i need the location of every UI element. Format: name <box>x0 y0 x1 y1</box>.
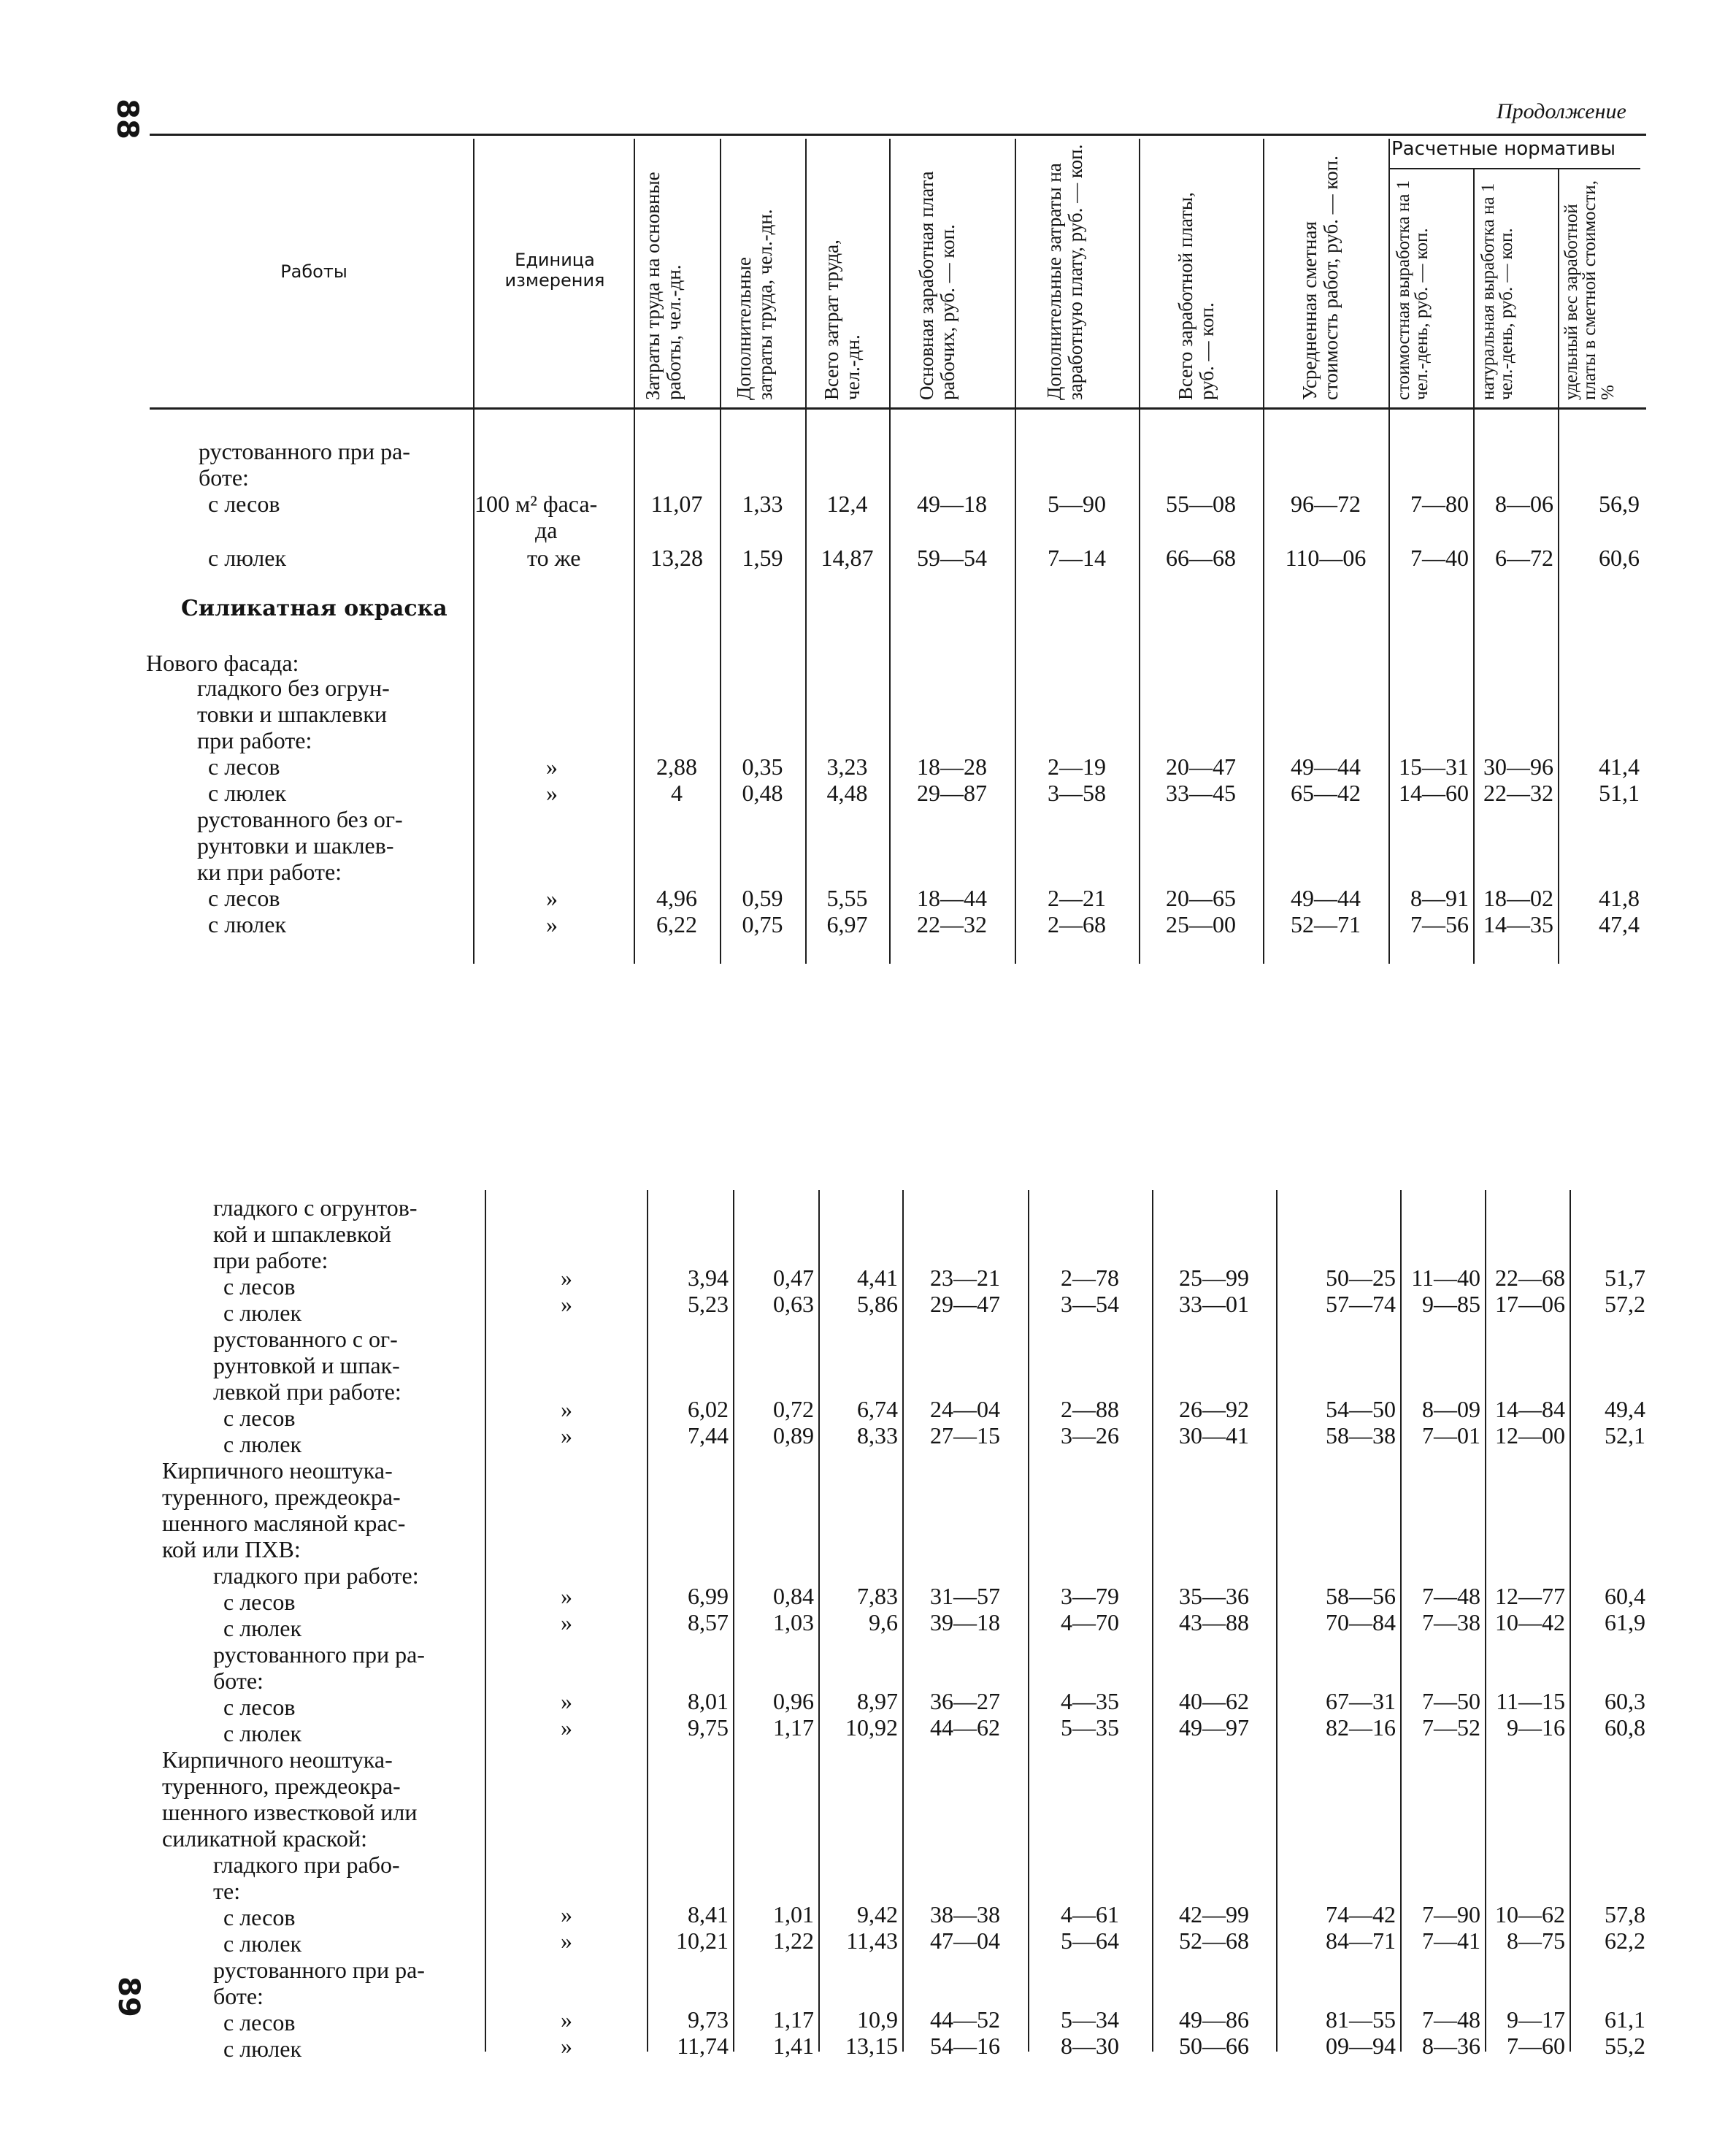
table-cell: 52,1 <box>1605 1422 1645 1449</box>
header-wage-extra: Дополнительные затраты на заработную плату, руб. — коп. <box>1043 144 1086 400</box>
table-cell: 7—40 <box>1410 545 1469 571</box>
table-cell: 0,63 <box>773 1291 814 1317</box>
table-cell: 55,2 <box>1605 2033 1645 2059</box>
table-cell: 59—54 <box>917 545 987 571</box>
table-cell: 0,47 <box>773 1265 814 1291</box>
table-cell: 26—92 <box>1179 1396 1249 1422</box>
col-divider <box>1558 168 1559 964</box>
header-top-rule <box>150 134 1646 136</box>
table-cell: 2—78 <box>1061 1265 1119 1291</box>
table-cell: 49—86 <box>1179 2006 1249 2033</box>
table-cell: 1,41 <box>773 2033 814 2059</box>
table-cell: 22—68 <box>1495 1265 1565 1291</box>
table-cell: 9—85 <box>1422 1291 1480 1317</box>
table-cell: 7—50 <box>1422 1688 1480 1714</box>
table-cell: 14—84 <box>1495 1396 1565 1422</box>
table-cell: 8,41 <box>688 1901 729 1927</box>
work-label: с люлек <box>223 1930 301 1957</box>
header-wage-main: Основная заработная плата рабочих, руб. — коп. <box>915 171 958 400</box>
table-cell: 4,96 <box>656 885 697 911</box>
table-cell: 1,17 <box>773 2006 814 2033</box>
table-cell: 50—25 <box>1326 1265 1396 1291</box>
table-cell: 4 <box>671 780 683 806</box>
unit-cell: да <box>535 517 558 543</box>
table-cell: 7—52 <box>1422 1714 1480 1741</box>
table-cell: 49—44 <box>1291 885 1361 911</box>
work-label: с люлек <box>223 1615 301 1641</box>
table-cell: 51,1 <box>1599 780 1640 806</box>
table-cell: 8,97 <box>857 1688 898 1714</box>
table-cell: 0,48 <box>742 780 783 806</box>
col-divider <box>1570 1190 1571 2052</box>
table-cell: 11,74 <box>677 2033 729 2059</box>
table-cell: 0,35 <box>742 753 783 780</box>
table-cell: 0,59 <box>742 885 783 911</box>
table-cell: 11,43 <box>846 1927 898 1954</box>
work-label: шенного масляной крас- <box>162 1510 406 1536</box>
header-share: удельный вес заработной платы в сметной стоимости, % <box>1561 180 1618 400</box>
work-label: с лесов <box>223 1273 296 1300</box>
table-cell: 09—94 <box>1326 2033 1396 2059</box>
table-cell: 0,89 <box>773 1422 814 1449</box>
table-cell: 70—84 <box>1326 1609 1396 1635</box>
work-label: с люлек <box>223 1300 301 1326</box>
table-cell: 2—68 <box>1048 911 1106 937</box>
continued-label: Продолжение <box>1497 99 1626 123</box>
table-cell: 22—32 <box>1483 780 1553 806</box>
work-label: кой и шпаклевкой <box>213 1221 392 1247</box>
work-label: боте: <box>213 1668 264 1694</box>
table-cell: 47—04 <box>930 1927 1000 1954</box>
unit-cell: » <box>561 1927 572 1954</box>
unit-cell: » <box>546 885 558 911</box>
table-cell: 25—00 <box>1166 911 1236 937</box>
table-cell: 1,03 <box>773 1609 814 1635</box>
table-cell: 1,01 <box>773 1901 814 1927</box>
table-cell: 27—15 <box>930 1422 1000 1449</box>
header-labor-main: Затраты труда на основные работы, чел.-дн. <box>642 172 685 400</box>
work-label: при работе: <box>213 1247 329 1273</box>
table-cell: 18—44 <box>917 885 987 911</box>
work-label: с люлек <box>208 780 286 806</box>
table-cell: 51,7 <box>1605 1265 1645 1291</box>
table-cell: 2—21 <box>1048 885 1106 911</box>
table-cell: 47,4 <box>1599 911 1640 937</box>
work-label: с лесов <box>223 1694 296 1720</box>
table-cell: 6,74 <box>857 1396 898 1422</box>
work-label: с лесов <box>208 753 280 780</box>
table-cell: 7—01 <box>1422 1422 1480 1449</box>
table-cell: 44—62 <box>930 1714 1000 1741</box>
work-label: гладкого при рабо- <box>213 1852 400 1878</box>
table-cell: 7—48 <box>1422 1583 1480 1609</box>
work-label: рустованного при ра- <box>199 438 410 464</box>
header-cost-output: стоимостная выработка на 1 чел.-день, руб. — коп. <box>1394 180 1432 400</box>
header-labor-extra: Дополнительные затраты труда, чел.-дн. <box>733 209 776 400</box>
header-wage-total: Всего заработной платы, руб. — коп. <box>1175 192 1218 400</box>
col-divider <box>1388 139 1390 964</box>
table-cell: 33—45 <box>1166 780 1236 806</box>
header-unit: Единица измерения <box>504 250 605 291</box>
work-label: с люлек <box>223 1720 301 1746</box>
table-cell: 7—48 <box>1422 2006 1480 2033</box>
table-cell: 33—01 <box>1179 1291 1249 1317</box>
table-cell: 81—55 <box>1326 2006 1396 2033</box>
col-divider <box>1276 1190 1278 2052</box>
table-cell: 10,92 <box>845 1714 898 1741</box>
table-cell: 4,48 <box>826 780 868 806</box>
table-cell: 49,4 <box>1605 1396 1645 1422</box>
unit-cell: » <box>561 1688 572 1714</box>
page-number-bottom: 89 <box>111 1976 145 2017</box>
col-divider <box>1139 139 1140 964</box>
unit-cell: » <box>561 1609 572 1635</box>
header-work: Работы <box>280 261 347 282</box>
table-cell: 50—66 <box>1179 2033 1249 2059</box>
table-cell: 9,75 <box>688 1714 729 1741</box>
col-divider <box>1263 139 1264 964</box>
work-label: с люлек <box>208 911 286 937</box>
header-norms-group: Расчетные нормативы <box>1391 138 1616 160</box>
work-label: с лесов <box>223 1589 296 1615</box>
table-cell: 74—42 <box>1326 1901 1396 1927</box>
table-cell: 6,02 <box>688 1396 729 1422</box>
table-cell: 62,2 <box>1605 1927 1645 1954</box>
table-cell: 40—62 <box>1179 1688 1249 1714</box>
table-cell: 44—52 <box>930 2006 1000 2033</box>
work-label: шенного известковой или <box>162 1799 418 1825</box>
table-cell: 67—31 <box>1326 1688 1396 1714</box>
table-cell: 52—68 <box>1179 1927 1249 1954</box>
table-cell: 56,9 <box>1599 491 1640 517</box>
table-cell: 7—60 <box>1507 2033 1565 2059</box>
unit-cell: » <box>561 1422 572 1449</box>
unit-cell: » <box>561 1583 572 1609</box>
table-cell: 60,3 <box>1605 1688 1645 1714</box>
unit-cell: » <box>546 780 558 806</box>
work-label: Нового фасада: <box>146 650 299 676</box>
col-divider <box>902 1190 904 2052</box>
unit-cell: » <box>561 2006 572 2033</box>
table-cell: 20—65 <box>1166 885 1236 911</box>
table-cell: 60,8 <box>1605 1714 1645 1741</box>
table-cell: 8—75 <box>1507 1927 1565 1954</box>
work-label: боте: <box>213 1983 264 2009</box>
table-cell: 8,33 <box>857 1422 898 1449</box>
col-divider <box>733 1190 734 2052</box>
table-cell: 7,44 <box>688 1422 729 1449</box>
table-cell: 7—80 <box>1410 491 1469 517</box>
col-divider <box>1485 1190 1486 2052</box>
table-cell: 0,72 <box>773 1396 814 1422</box>
table-cell: 8,57 <box>688 1609 729 1635</box>
table-cell: 29—47 <box>930 1291 1000 1317</box>
table-cell: 0,96 <box>773 1688 814 1714</box>
table-cell: 10,9 <box>857 2006 898 2033</box>
table-cell: 3—58 <box>1048 780 1106 806</box>
unit-cell: » <box>561 1396 572 1422</box>
work-label: гладкого без огрун- <box>197 675 390 701</box>
work-label: при работе: <box>197 727 312 753</box>
table-cell: 1,22 <box>773 1927 814 1954</box>
table-cell: 9,6 <box>869 1609 898 1635</box>
header-cost: Усредненная сметная стоимость работ, руб. — коп. <box>1299 156 1342 400</box>
table-cell: 5,55 <box>826 885 868 911</box>
work-label: ки при работе: <box>197 859 342 885</box>
work-label: товки и шпаклевки <box>197 701 387 727</box>
table-cell: 1,33 <box>742 491 783 517</box>
table-cell: 12—77 <box>1495 1583 1565 1609</box>
table-cell: 39—18 <box>930 1609 1000 1635</box>
table-cell: 17—06 <box>1495 1291 1565 1317</box>
table-cell: 18—28 <box>917 753 987 780</box>
work-label: с люлек <box>223 2036 301 2062</box>
table-cell: 3,23 <box>826 753 868 780</box>
col-divider <box>634 139 635 964</box>
work-label: с лесов <box>208 491 280 517</box>
table-cell: 3—26 <box>1061 1422 1119 1449</box>
table-cell: 12,4 <box>826 491 868 517</box>
table-cell: 110—06 <box>1285 545 1367 571</box>
table-cell: 1,59 <box>742 545 783 571</box>
table-cell: 49—97 <box>1179 1714 1249 1741</box>
table-cell: 8—09 <box>1422 1396 1480 1422</box>
work-label: с люлек <box>208 545 286 571</box>
header-bottom-rule <box>150 407 1646 410</box>
table-cell: 8,01 <box>688 1688 729 1714</box>
work-label: Кирпичного неоштука- <box>162 1746 393 1773</box>
table-cell: 60,6 <box>1599 545 1640 571</box>
table-cell: 4—35 <box>1061 1688 1119 1714</box>
unit-cell: » <box>561 1901 572 1927</box>
table-cell: 5,86 <box>857 1291 898 1317</box>
work-label: рустованного с ог- <box>213 1326 398 1352</box>
section-heading: Силикатная окраска <box>181 596 447 621</box>
table-cell: 82—16 <box>1326 1714 1396 1741</box>
table-cell: 12—00 <box>1495 1422 1565 1449</box>
work-label: кой или ПХВ: <box>162 1536 301 1562</box>
col-divider <box>1015 139 1016 964</box>
table-cell: 49—44 <box>1291 753 1361 780</box>
table-cell: 11—40 <box>1411 1265 1480 1291</box>
table-cell: 30—41 <box>1179 1422 1249 1449</box>
table-cell: 10—62 <box>1495 1901 1565 1927</box>
table-cell: 57—74 <box>1326 1291 1396 1317</box>
col-divider <box>1028 1190 1029 2052</box>
table-cell: 14—60 <box>1399 780 1469 806</box>
table-cell: 61,1 <box>1605 2006 1645 2033</box>
table-cell: 3—54 <box>1061 1291 1119 1317</box>
table-cell: 57,8 <box>1605 1901 1645 1927</box>
table-cell: 9—17 <box>1507 2006 1565 2033</box>
table-cell: 29—87 <box>917 780 987 806</box>
table-cell: 10,21 <box>676 1927 729 1954</box>
table-cell: 5,23 <box>688 1291 729 1317</box>
table-cell: 60,4 <box>1605 1583 1645 1609</box>
table-cell: 4—61 <box>1061 1901 1119 1927</box>
table-cell: 8—06 <box>1495 491 1553 517</box>
unit-cell: » <box>561 2033 572 2059</box>
col-divider <box>485 1190 486 2052</box>
table-cell: 2,88 <box>656 753 697 780</box>
work-label: с лесов <box>223 1904 296 1930</box>
table-cell: 41,8 <box>1599 885 1640 911</box>
col-divider <box>818 1190 820 2052</box>
table-cell: 2—88 <box>1061 1396 1119 1422</box>
work-label: с лесов <box>208 885 280 911</box>
table-cell: 8—30 <box>1061 2033 1119 2059</box>
table-cell: 14—35 <box>1483 911 1553 937</box>
table-cell: 22—32 <box>917 911 987 937</box>
work-label: рустованного без ог- <box>197 806 403 832</box>
table-cell: 1,17 <box>773 1714 814 1741</box>
work-label: силикатной краской: <box>162 1825 367 1852</box>
table-cell: 9,73 <box>688 2006 729 2033</box>
table-cell: 7—14 <box>1048 545 1106 571</box>
table-cell: 9,42 <box>857 1901 898 1927</box>
table-cell: 4—70 <box>1061 1609 1119 1635</box>
table-cell: 58—56 <box>1326 1583 1396 1609</box>
table-cell: 15—31 <box>1399 753 1469 780</box>
table-cell: 11—15 <box>1496 1688 1565 1714</box>
unit-cell: » <box>561 1714 572 1741</box>
unit-cell: » <box>546 911 558 937</box>
table-cell: 65—42 <box>1291 780 1361 806</box>
table-cell: 13,15 <box>845 2033 898 2059</box>
work-label: с лесов <box>223 2009 296 2036</box>
table-cell: 0,84 <box>773 1583 814 1609</box>
table-cell: 9—16 <box>1507 1714 1565 1741</box>
table-cell: 25—99 <box>1179 1265 1249 1291</box>
work-label: с лесов <box>223 1405 296 1431</box>
table-cell: 8—91 <box>1410 885 1469 911</box>
table-cell: 55—08 <box>1166 491 1236 517</box>
table-cell: 66—68 <box>1166 545 1236 571</box>
table-cell: 5—90 <box>1048 491 1106 517</box>
table-cell: 61,9 <box>1605 1609 1645 1635</box>
work-label: рунтовкой и шпак- <box>213 1352 400 1378</box>
table-cell: 20—47 <box>1166 753 1236 780</box>
table-cell: 6,99 <box>688 1583 729 1609</box>
unit-cell: то же <box>527 545 581 571</box>
col-divider <box>1400 1190 1402 2052</box>
work-label: гладкого при работе: <box>213 1562 419 1589</box>
table-cell: 58—38 <box>1326 1422 1396 1449</box>
table-cell: 7—56 <box>1410 911 1469 937</box>
table-cell: 11,07 <box>650 491 703 517</box>
col-divider <box>720 139 721 964</box>
table-cell: 35—36 <box>1179 1583 1249 1609</box>
work-label: гладкого с огрунтов- <box>213 1194 418 1221</box>
unit-cell: » <box>561 1265 572 1291</box>
table-cell: 6—72 <box>1495 545 1553 571</box>
table-cell: 13,28 <box>650 545 703 571</box>
table-cell: 41,4 <box>1599 753 1640 780</box>
page-number-top: 88 <box>110 99 144 139</box>
table-cell: 96—72 <box>1291 491 1361 517</box>
table-cell: 36—27 <box>930 1688 1000 1714</box>
table-cell: 5—35 <box>1061 1714 1119 1741</box>
table-cell: 54—50 <box>1326 1396 1396 1422</box>
table-cell: 6,97 <box>826 911 868 937</box>
table-cell: 0,75 <box>742 911 783 937</box>
table-cell: 3,94 <box>688 1265 729 1291</box>
table-cell: 43—88 <box>1179 1609 1249 1635</box>
table-cell: 2—19 <box>1048 753 1106 780</box>
col-divider <box>1152 1190 1153 2052</box>
table-cell: 3—79 <box>1061 1583 1119 1609</box>
table-cell: 5—34 <box>1061 2006 1119 2033</box>
table-cell: 18—02 <box>1483 885 1553 911</box>
work-label: боте: <box>199 464 249 491</box>
table-cell: 23—21 <box>930 1265 1000 1291</box>
work-label: с люлек <box>223 1431 301 1457</box>
table-cell: 24—04 <box>930 1396 1000 1422</box>
work-label: рунтовки и шаклев- <box>197 832 394 859</box>
table-cell: 4,41 <box>857 1265 898 1291</box>
table-cell: 84—71 <box>1326 1927 1396 1954</box>
table-cell: 14,87 <box>821 545 874 571</box>
work-label: рустованного при ра- <box>213 1641 425 1668</box>
table-cell: 10—42 <box>1495 1609 1565 1635</box>
col-divider <box>889 139 891 964</box>
work-label: рустованного при ра- <box>213 1957 425 1983</box>
work-label: левкой при работе: <box>213 1378 402 1405</box>
header-nat-output: натуральная выработка на 1 чел.-день, руб. — коп. <box>1478 183 1516 400</box>
table-cell: 52—71 <box>1291 911 1361 937</box>
work-label: Кирпичного неоштука- <box>162 1457 393 1484</box>
unit-cell: » <box>561 1291 572 1317</box>
table-cell: 42—99 <box>1179 1901 1249 1927</box>
col-divider <box>473 139 475 964</box>
unit-cell: » <box>546 753 558 780</box>
table-cell: 30—96 <box>1483 753 1553 780</box>
work-label: те: <box>213 1878 241 1904</box>
header-labor-total: Всего затрат труда, чел.-дн. <box>821 239 864 400</box>
table-cell: 49—18 <box>917 491 987 517</box>
work-label: туренного, преждеокра- <box>162 1484 401 1510</box>
table-cell: 31—57 <box>930 1583 1000 1609</box>
col-divider <box>1473 168 1475 964</box>
work-label: туренного, преждеокра- <box>162 1773 401 1799</box>
unit-cell: 100 м² фаса- <box>475 491 598 517</box>
col-divider <box>805 139 807 964</box>
table-cell: 5—64 <box>1061 1927 1119 1954</box>
table-cell: 7—38 <box>1422 1609 1480 1635</box>
table-cell: 57,2 <box>1605 1291 1645 1317</box>
col-divider <box>647 1190 648 2052</box>
table-cell: 8—36 <box>1422 2033 1480 2059</box>
table-cell: 7—41 <box>1422 1927 1480 1954</box>
table-cell: 7,83 <box>857 1583 898 1609</box>
table-cell: 7—90 <box>1422 1901 1480 1927</box>
table-cell: 54—16 <box>930 2033 1000 2059</box>
table-cell: 38—38 <box>930 1901 1000 1927</box>
table-cell: 6,22 <box>656 911 697 937</box>
